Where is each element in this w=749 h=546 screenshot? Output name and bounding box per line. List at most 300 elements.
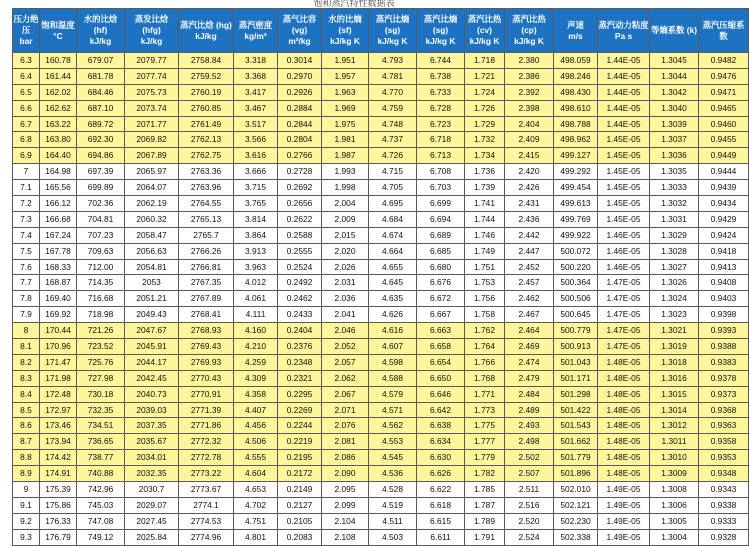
table-cell: 687.10 <box>77 100 125 116</box>
table-cell: 4.555 <box>234 450 278 466</box>
table-cell: 499.292 <box>554 164 598 180</box>
table-cell: 4.664 <box>369 243 417 259</box>
table-cell: 1.48E-05 <box>598 354 650 370</box>
table-cell: 6.713 <box>417 148 465 164</box>
table-cell: 1.46E-05 <box>598 259 650 275</box>
table-cell: 6.9 <box>13 148 40 164</box>
table-cell: 1.49E-05 <box>598 482 650 498</box>
table-cell: 0.2766 <box>278 148 322 164</box>
table-cell: 2765.7 <box>179 227 234 243</box>
table-cell: 2760.85 <box>179 100 234 116</box>
table-cell: 3.666 <box>234 164 278 180</box>
table-cell: 1.3015 <box>650 386 699 402</box>
table-cell: 2768.41 <box>179 307 234 323</box>
table-cell: 0.2348 <box>278 354 322 370</box>
table-cell: 1.3033 <box>650 180 699 196</box>
table-cell: 498.610 <box>554 100 598 116</box>
column-header-label: 蒸发比焓 (hfg) <box>134 14 169 36</box>
table-cell: 0.3014 <box>278 53 322 69</box>
column-header <box>322 9 369 53</box>
table-cell: 2039.03 <box>125 402 179 418</box>
table-cell: 1.3027 <box>650 259 699 275</box>
table-cell: 2.104 <box>322 513 369 529</box>
column-header-label: 蒸气比容 (vg) <box>282 14 317 36</box>
table-cell: 4.695 <box>369 196 417 212</box>
table-cell: 8.6 <box>13 418 40 434</box>
table-cell: 0.2656 <box>278 196 322 212</box>
table-cell: 721.26 <box>77 323 125 339</box>
table-cell: 4.259 <box>234 354 278 370</box>
table-cell: 1.734 <box>465 148 505 164</box>
table-cell: 0.9465 <box>699 100 749 116</box>
table-cell: 2035.67 <box>125 434 179 450</box>
table-cell: 2.386 <box>505 68 554 84</box>
table-cell: 6.615 <box>417 513 465 529</box>
table-cell: 0.9455 <box>699 132 749 148</box>
table-cell: 742.96 <box>77 482 125 498</box>
table-cell: 1.3044 <box>650 68 699 84</box>
table-cell: 4.571 <box>369 402 417 418</box>
table-cell: 0.9418 <box>699 243 749 259</box>
table-row <box>13 370 749 386</box>
table-row <box>13 100 749 116</box>
column-header-label: 饱和温度 <box>41 19 75 30</box>
table-cell: 1.45E-05 <box>598 148 650 164</box>
table-cell: 1.44E-05 <box>598 116 650 132</box>
table-cell: 2.026 <box>322 259 369 275</box>
table-cell: 8.5 <box>13 402 40 418</box>
table-cell: 4.456 <box>234 418 278 434</box>
table-cell: 1.749 <box>465 243 505 259</box>
table-cell: 707.23 <box>77 227 125 243</box>
table-cell: 4.737 <box>369 132 417 148</box>
table-cell: 1.951 <box>322 53 369 69</box>
table-cell: 6.663 <box>417 323 465 339</box>
table-cell: 499.769 <box>554 211 598 227</box>
table-cell: 2.420 <box>505 164 554 180</box>
table-cell: 2.099 <box>322 497 369 513</box>
table-cell: 2.467 <box>505 307 554 323</box>
table-cell: 1.981 <box>322 132 369 148</box>
table-cell: 2.464 <box>505 323 554 339</box>
table-cell: 1.3009 <box>650 466 699 482</box>
column-header-label: 声速 <box>567 19 584 30</box>
table-cell: 4.684 <box>369 211 417 227</box>
table-cell: 1.782 <box>465 466 505 482</box>
column-header <box>125 9 179 53</box>
table-cell: 2075.73 <box>125 84 179 100</box>
table-cell: 1.729 <box>465 116 505 132</box>
table-row <box>13 259 749 275</box>
table-cell: 4.588 <box>369 370 417 386</box>
table-cell: 1.45E-05 <box>598 196 650 212</box>
table-cell: 732.35 <box>77 402 125 418</box>
table-cell: 0.9460 <box>699 116 749 132</box>
table-cell: 1.44E-05 <box>598 84 650 100</box>
table-cell: 0.2172 <box>278 466 322 482</box>
column-header-label: 蒸汽压缩系数 <box>702 19 745 41</box>
table-cell: 2.452 <box>505 259 554 275</box>
table-cell: 2029.07 <box>125 497 179 513</box>
table-row <box>13 132 749 148</box>
column-header-unit: kJ/kg <box>195 30 217 41</box>
table-cell: 2774.53 <box>179 513 234 529</box>
table-cell: 697.39 <box>77 164 125 180</box>
table-cell: 1.3036 <box>650 148 699 164</box>
table-cell: 9.1 <box>13 497 40 513</box>
table-cell: 2.447 <box>505 243 554 259</box>
table-cell: 4.536 <box>369 466 417 482</box>
table-cell: 7.6 <box>13 259 40 275</box>
table-cell: 163.80 <box>40 132 77 148</box>
table-cell: 6.8 <box>13 132 40 148</box>
table-cell: 6.654 <box>417 354 465 370</box>
table-cell: 2027.45 <box>125 513 179 529</box>
table-cell: 1.48E-05 <box>598 450 650 466</box>
table-row <box>13 180 749 196</box>
table-cell: 2040.73 <box>125 386 179 402</box>
table-cell: 7.9 <box>13 307 40 323</box>
table-cell: 1.3011 <box>650 434 699 450</box>
table-cell: 0.9434 <box>699 196 749 212</box>
table-cell: 2030.7 <box>125 482 179 498</box>
table-cell: 1.724 <box>465 84 505 100</box>
column-header-unit: m/s <box>568 30 583 41</box>
table-cell: 1.49E-05 <box>598 513 650 529</box>
table-cell: 1.3004 <box>650 529 699 545</box>
column-header <box>598 9 650 53</box>
table-cell: 2060.32 <box>125 211 179 227</box>
table-cell: 6.718 <box>417 132 465 148</box>
table-cell: 6.708 <box>417 164 465 180</box>
table-cell: 2079.77 <box>125 53 179 69</box>
table-cell: 4.579 <box>369 386 417 402</box>
table-cell: 2042.45 <box>125 370 179 386</box>
table-cell: 0.2555 <box>278 243 322 259</box>
table-cell: 4.506 <box>234 434 278 450</box>
table-cell: 2.462 <box>505 291 554 307</box>
table-cell: 173.94 <box>40 434 77 450</box>
table-cell: 498.788 <box>554 116 598 132</box>
table-cell: 6.642 <box>417 402 465 418</box>
table-cell: 1.975 <box>322 116 369 132</box>
table-cell: 4.511 <box>369 513 417 529</box>
table-row <box>13 497 749 513</box>
table-cell: 4.702 <box>234 497 278 513</box>
column-header <box>13 9 40 53</box>
table-cell: 500.364 <box>554 275 598 291</box>
table-row <box>13 275 749 291</box>
table-cell: 1.3024 <box>650 291 699 307</box>
column-header-unit: bar <box>19 35 33 46</box>
table-cell: 0.2149 <box>278 482 322 498</box>
table-cell: 0.9393 <box>699 323 749 339</box>
column-header <box>650 9 699 53</box>
table-cell: 1.3005 <box>650 513 699 529</box>
table-cell: 1.993 <box>322 164 369 180</box>
table-cell: 0.2692 <box>278 180 322 196</box>
column-header-unit: °C <box>53 30 63 41</box>
table-cell: 2.392 <box>505 84 554 100</box>
table-cell: 498.246 <box>554 68 598 84</box>
column-header-unit: m³/kg <box>288 35 311 46</box>
table-cell: 0.2321 <box>278 370 322 386</box>
table-cell: 1.3016 <box>650 370 699 386</box>
table-cell: 162.62 <box>40 100 77 116</box>
table-cell: 175.39 <box>40 482 77 498</box>
table-cell: 2.046 <box>322 323 369 339</box>
table-cell: 501.662 <box>554 434 598 450</box>
table-cell: 0.2127 <box>278 497 322 513</box>
table-cell: 1.751 <box>465 259 505 275</box>
table-cell: 2.404 <box>505 116 554 132</box>
table-cell: 2054.81 <box>125 259 179 275</box>
column-header <box>278 9 322 53</box>
table-cell: 1.3031 <box>650 211 699 227</box>
table-cell: 702.36 <box>77 196 125 212</box>
table-cell: 1.789 <box>465 513 505 529</box>
table-cell: 6.650 <box>417 370 465 386</box>
table-cell: 2774.96 <box>179 529 234 545</box>
table-cell: 1.787 <box>465 497 505 513</box>
column-header-label: 水的比焓 (hf) <box>83 14 118 36</box>
column-header-label: 蒸汽动力粘度 <box>598 19 649 30</box>
table-cell: 1.777 <box>465 434 505 450</box>
table-cell: 2.431 <box>505 196 554 212</box>
table-cell: 2034.01 <box>125 450 179 466</box>
table-cell: 1.47E-05 <box>598 323 650 339</box>
table-cell: 1.46E-05 <box>598 243 650 259</box>
table-cell: 0.9343 <box>699 482 749 498</box>
table-cell: 4.061 <box>234 291 278 307</box>
table-cell: 4.111 <box>234 307 278 323</box>
table-cell: 2.067 <box>322 386 369 402</box>
table-cell: 2056.63 <box>125 243 179 259</box>
table-cell: 2.020 <box>322 243 369 259</box>
table-cell: 2.442 <box>505 227 554 243</box>
table-cell: 176.33 <box>40 513 77 529</box>
table-cell: 699.89 <box>77 180 125 196</box>
table-cell: 502.010 <box>554 482 598 498</box>
table-cell: 4.210 <box>234 339 278 355</box>
table-cell: 1.48E-05 <box>598 434 650 450</box>
table-cell: 4.545 <box>369 450 417 466</box>
table-cell: 0.9449 <box>699 148 749 164</box>
table-cell: 2.511 <box>505 482 554 498</box>
table-row <box>13 434 749 450</box>
table-body <box>13 53 749 546</box>
table-cell: 0.9424 <box>699 227 749 243</box>
table-cell: 174.42 <box>40 450 77 466</box>
table-cell: 173.46 <box>40 418 77 434</box>
table-cell: 2053 <box>125 275 179 291</box>
table-cell: 0.2219 <box>278 434 322 450</box>
table-cell: 2.398 <box>505 100 554 116</box>
table-cell: 2769.43 <box>179 339 234 355</box>
table-cell: 500.779 <box>554 323 598 339</box>
table-cell: 0.2269 <box>278 402 322 418</box>
table-cell: 1.3039 <box>650 116 699 132</box>
table-cell: 168.33 <box>40 259 77 275</box>
table-cell: 1.957 <box>322 68 369 84</box>
table-cell: 3.814 <box>234 211 278 227</box>
table-cell: 1.775 <box>465 418 505 434</box>
table-cell: 501.171 <box>554 370 598 386</box>
table-cell: 501.896 <box>554 466 598 482</box>
table-cell: 0.2804 <box>278 132 322 148</box>
table-cell: 1.48E-05 <box>598 466 650 482</box>
table-cell: 718.98 <box>77 307 125 323</box>
table-cell: 1.49E-05 <box>598 529 650 545</box>
table-cell: 736.65 <box>77 434 125 450</box>
table-cell: 0.2844 <box>278 116 322 132</box>
table-cell: 1.47E-05 <box>598 291 650 307</box>
table-cell: 2044.17 <box>125 354 179 370</box>
table-cell: 2.507 <box>505 466 554 482</box>
table-cell: 4.358 <box>234 386 278 402</box>
column-header <box>505 9 554 53</box>
table-cell: 2.041 <box>322 307 369 323</box>
table-cell: 4.562 <box>369 418 417 434</box>
table-cell: 1.3010 <box>650 450 699 466</box>
table-cell: 0.2728 <box>278 164 322 180</box>
table-cell: 1.48E-05 <box>598 386 650 402</box>
table-cell: 2077.74 <box>125 68 179 84</box>
table-cell: 709.63 <box>77 243 125 259</box>
table-cell: 0.9348 <box>699 466 749 482</box>
table-cell: 2.502 <box>505 450 554 466</box>
table-cell: 2764.55 <box>179 196 234 212</box>
table-cell: 2762.75 <box>179 148 234 164</box>
table-cell: 2.469 <box>505 339 554 355</box>
table-cell: 1.3026 <box>650 275 699 291</box>
table-row <box>13 354 749 370</box>
table-cell: 2064.07 <box>125 180 179 196</box>
table-cell: 2073.74 <box>125 100 179 116</box>
table-cell: 4.653 <box>234 482 278 498</box>
table-cell: 2.086 <box>322 450 369 466</box>
table-cell: 169.92 <box>40 307 77 323</box>
table-cell: 171.98 <box>40 370 77 386</box>
table-cell: 4.635 <box>369 291 417 307</box>
table-cell: 0.9482 <box>699 53 749 69</box>
table-cell: 738.77 <box>77 450 125 466</box>
table-cell: 1.739 <box>465 180 505 196</box>
table-cell: 6.672 <box>417 291 465 307</box>
table-cell: 2768.93 <box>179 323 234 339</box>
table-cell: 7.8 <box>13 291 40 307</box>
table-cell: 2772.78 <box>179 450 234 466</box>
table-cell: 6.4 <box>13 68 40 84</box>
table-cell: 679.07 <box>77 53 125 69</box>
table-row <box>13 450 749 466</box>
table-cell: 160.78 <box>40 53 77 69</box>
table-cell: 1.3035 <box>650 164 699 180</box>
table-cell: 2.095 <box>322 482 369 498</box>
table-cell: 1.3006 <box>650 497 699 513</box>
steam-properties-table <box>12 8 749 546</box>
table-cell: 2051.21 <box>125 291 179 307</box>
column-header-label: 等熵系数 (k) <box>650 25 698 36</box>
table-cell: 2025.84 <box>125 529 179 545</box>
table-row <box>13 482 749 498</box>
table-cell: 0.9476 <box>699 68 749 84</box>
table-cell: 0.2462 <box>278 291 322 307</box>
table-cell: 1.732 <box>465 132 505 148</box>
table-cell: 4.748 <box>369 116 417 132</box>
table-cell: 0.9338 <box>699 497 749 513</box>
table-cell: 689.72 <box>77 116 125 132</box>
column-header <box>369 9 417 53</box>
table-cell: 1.773 <box>465 402 505 418</box>
table-cell: 1.49E-05 <box>598 497 650 513</box>
table-row <box>13 291 749 307</box>
table-cell: 169.40 <box>40 291 77 307</box>
table-cell: 1.48E-05 <box>598 370 650 386</box>
table-cell: 176.79 <box>40 529 77 545</box>
table-row <box>13 402 749 418</box>
table-cell: 745.03 <box>77 497 125 513</box>
table-cell: 1.764 <box>465 339 505 355</box>
table-cell: 8.4 <box>13 386 40 402</box>
table-row <box>13 529 749 545</box>
column-header-unit: kJ/kg K <box>469 35 500 46</box>
table-cell: 2.057 <box>322 354 369 370</box>
table-cell: 1.987 <box>322 148 369 164</box>
table-cell: 2758.84 <box>179 53 234 69</box>
table-cell: 170.96 <box>40 339 77 355</box>
table-row <box>13 323 749 339</box>
table-cell: 2.062 <box>322 370 369 386</box>
column-header <box>40 9 77 53</box>
table-cell: 0.2970 <box>278 68 322 84</box>
column-header-label: 蒸汽比热 (cp) <box>512 14 546 36</box>
table-cell: 4.528 <box>369 482 417 498</box>
table-cell: 2065.97 <box>125 164 179 180</box>
table-cell: 734.51 <box>77 418 125 434</box>
table-cell: 3.765 <box>234 196 278 212</box>
table-cell: 2759.52 <box>179 68 234 84</box>
table-cell: 4.655 <box>369 259 417 275</box>
table-cell: 501.043 <box>554 354 598 370</box>
table-cell: 172.48 <box>40 386 77 402</box>
table-cell: 2771.39 <box>179 402 234 418</box>
table-cell: 2069.82 <box>125 132 179 148</box>
table-cell: 2766.81 <box>179 259 234 275</box>
table-cell: 1.721 <box>465 68 505 84</box>
table-cell: 0.9388 <box>699 339 749 355</box>
table-cell: 2770.43 <box>179 370 234 386</box>
table-cell: 0.9333 <box>699 513 749 529</box>
table-cell: 6.630 <box>417 450 465 466</box>
table-cell: 2.415 <box>505 148 554 164</box>
table-row <box>13 307 749 323</box>
table-cell: 2765.13 <box>179 211 234 227</box>
table-cell: 166.12 <box>40 196 77 212</box>
table-cell: 1.3029 <box>650 227 699 243</box>
table-cell: 501.779 <box>554 450 598 466</box>
table-cell: 0.2622 <box>278 211 322 227</box>
table-cell: 6.7 <box>13 116 40 132</box>
table-cell: 2047.67 <box>125 323 179 339</box>
table-cell: 4.607 <box>369 339 417 355</box>
table-cell: 4.781 <box>369 68 417 84</box>
table-cell: 2.076 <box>322 418 369 434</box>
table-cell: 2.081 <box>322 434 369 450</box>
table-cell: 2.498 <box>505 434 554 450</box>
table-cell: 1.746 <box>465 227 505 243</box>
table-cell: 0.2105 <box>278 513 322 529</box>
